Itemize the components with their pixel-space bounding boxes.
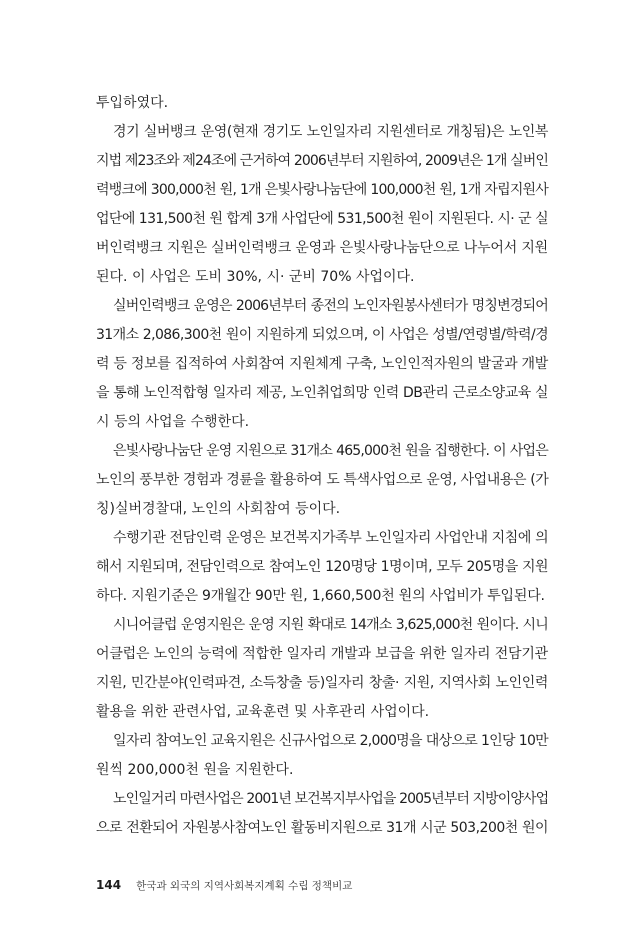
text-line-content: 력 등 정보를 집적하여 사회참여 지원체계 구축, 노인인적자원의 발굴과 개발 bbox=[96, 356, 548, 372]
text-line-content: 어클럽은 노인의 능력에 적합한 일자리 개발과 보급을 위한 일자리 전담기관 bbox=[96, 646, 548, 662]
text-line-content: 일자리 참여노인 교육지원은 신규사업으로 2,000명을 대상으로 1인당 10만 bbox=[113, 733, 548, 749]
text-line bbox=[96, 89, 548, 118]
text-line-content: 원씩 200,000천 원을 지원한다. bbox=[96, 762, 294, 778]
text-line-content: 력뱅크에 300,000천 원, 1개 은빛사랑나눔단에 100,000천 원, 1개 자립지원사 bbox=[96, 182, 548, 198]
paragraph bbox=[96, 524, 548, 611]
text-line-content: 된다. 이 사업은 도비 30%, 시· 군비 70% 사업이다. bbox=[96, 269, 415, 285]
text-line bbox=[96, 495, 548, 524]
text-line bbox=[96, 234, 548, 263]
text-line-content: 으로 전환되어 자원봉사참여노인 활동비지원으로 31개 시군 503,200천 원이 bbox=[96, 820, 548, 836]
text-line-content: 노인의 풍부한 경험과 경륜을 활용하여 도 특색사업으로 운영, 사업내용은 (가 bbox=[96, 472, 549, 488]
paragraph bbox=[96, 611, 548, 727]
text-line bbox=[96, 524, 548, 553]
text-line-content: 하다. 지원기준은 9개월간 90만 원, 1,660,500천 원의 사업비가 투입된다. bbox=[96, 588, 545, 604]
paragraph bbox=[96, 292, 548, 437]
text-line bbox=[96, 553, 548, 582]
text-line-content: 지법 제23조와 제24조에 근거하여 2006년부터 지원하여, 2009년은 1개 실버인 bbox=[96, 153, 548, 169]
text-line-content: 실버인력뱅크 운영은 2006년부터 종전의 노인자원봉사센터가 명칭변경되어 bbox=[113, 298, 548, 314]
text-line bbox=[96, 669, 548, 698]
body-text bbox=[96, 89, 548, 843]
text-line bbox=[96, 350, 548, 379]
text-line-content: 경기 실버뱅크 운영(현재 경기도 노인일자리 지원센터로 개칭됨)은 노인복 bbox=[113, 124, 548, 140]
text-line-content: 버인력뱅크 지원은 실버인력뱅크 운영과 은빛사랑나눔단으로 나누어서 지원 bbox=[96, 240, 548, 256]
text-line-content: 31개소 2,086,300천 원이 지원하게 되었으며, 이 사업은 성별/연령별/학력/경 bbox=[96, 327, 548, 343]
text-line-content: 노인일거리 마련사업은 2001년 보건복지부사업을 2005년부터 지방이양사업 bbox=[113, 791, 549, 807]
text-line-content: 수행기관 전담인력 운영은 보건복지가족부 노인일자리 사업안내 지침에 의 bbox=[113, 530, 549, 546]
page-number: 144 bbox=[96, 878, 122, 892]
text-line-content: 활용을 위한 관련사업, 교육훈련 및 사후관리 사업이다. bbox=[96, 704, 430, 720]
text-line-content: 칭)실버경찰대, 노인의 사회참여 등이다. bbox=[96, 501, 341, 517]
text-line bbox=[96, 727, 548, 756]
text-line bbox=[96, 756, 548, 785]
text-line bbox=[96, 582, 548, 611]
text-line bbox=[96, 176, 548, 205]
text-line bbox=[96, 814, 548, 843]
text-line-content: 시 등의 사업을 수행한다. bbox=[96, 414, 250, 430]
text-line-content: 을 통해 노인적합형 일자리 제공, 노인취업희망 인력 DB관리 근로소양교육 실 bbox=[96, 385, 548, 401]
text-line bbox=[96, 785, 548, 814]
text-line bbox=[96, 118, 548, 147]
running-title: 한국과 외국의 지역사회복지계획 수립 정책비교 bbox=[136, 880, 353, 892]
text-line-content: 은빛사랑나눔단 운영 지원으로 31개소 465,000천 원을 집행한다. 이 사업은 bbox=[113, 443, 548, 459]
paragraph bbox=[96, 437, 548, 524]
text-line bbox=[96, 640, 548, 669]
text-line-content: 투입하였다. bbox=[96, 95, 169, 111]
page-footer bbox=[96, 874, 352, 894]
text-line bbox=[96, 408, 548, 437]
text-line bbox=[96, 321, 548, 350]
text-line bbox=[96, 379, 548, 408]
text-line-content: 해서 지원되며, 전담인력으로 참여노인 120명당 1명이며, 모두 205명을 지원 bbox=[96, 559, 548, 575]
text-line-content: 지원, 민간분야(인력파견, 소득창출 등)일자리 창출· 지원, 지역사회 노인인력 bbox=[96, 675, 548, 691]
text-line bbox=[96, 466, 548, 495]
text-line bbox=[96, 698, 548, 727]
text-line bbox=[96, 611, 548, 640]
text-line bbox=[96, 205, 548, 234]
text-line bbox=[96, 147, 548, 176]
text-line-content: 업단에 131,500천 원 합계 3개 사업단에 531,500천 원이 지원된다. 시· 군 실 bbox=[96, 211, 548, 227]
text-line bbox=[96, 292, 548, 321]
text-line bbox=[96, 437, 548, 466]
paragraph bbox=[96, 118, 548, 292]
text-line bbox=[96, 263, 548, 292]
paragraph bbox=[96, 727, 548, 785]
paragraph bbox=[96, 89, 548, 118]
paragraph bbox=[96, 785, 548, 843]
text-line-content: 시니어클럽 운영지원은 운영 지원 확대로 14개소 3,625,000천 원이다. 시니 bbox=[113, 617, 548, 633]
